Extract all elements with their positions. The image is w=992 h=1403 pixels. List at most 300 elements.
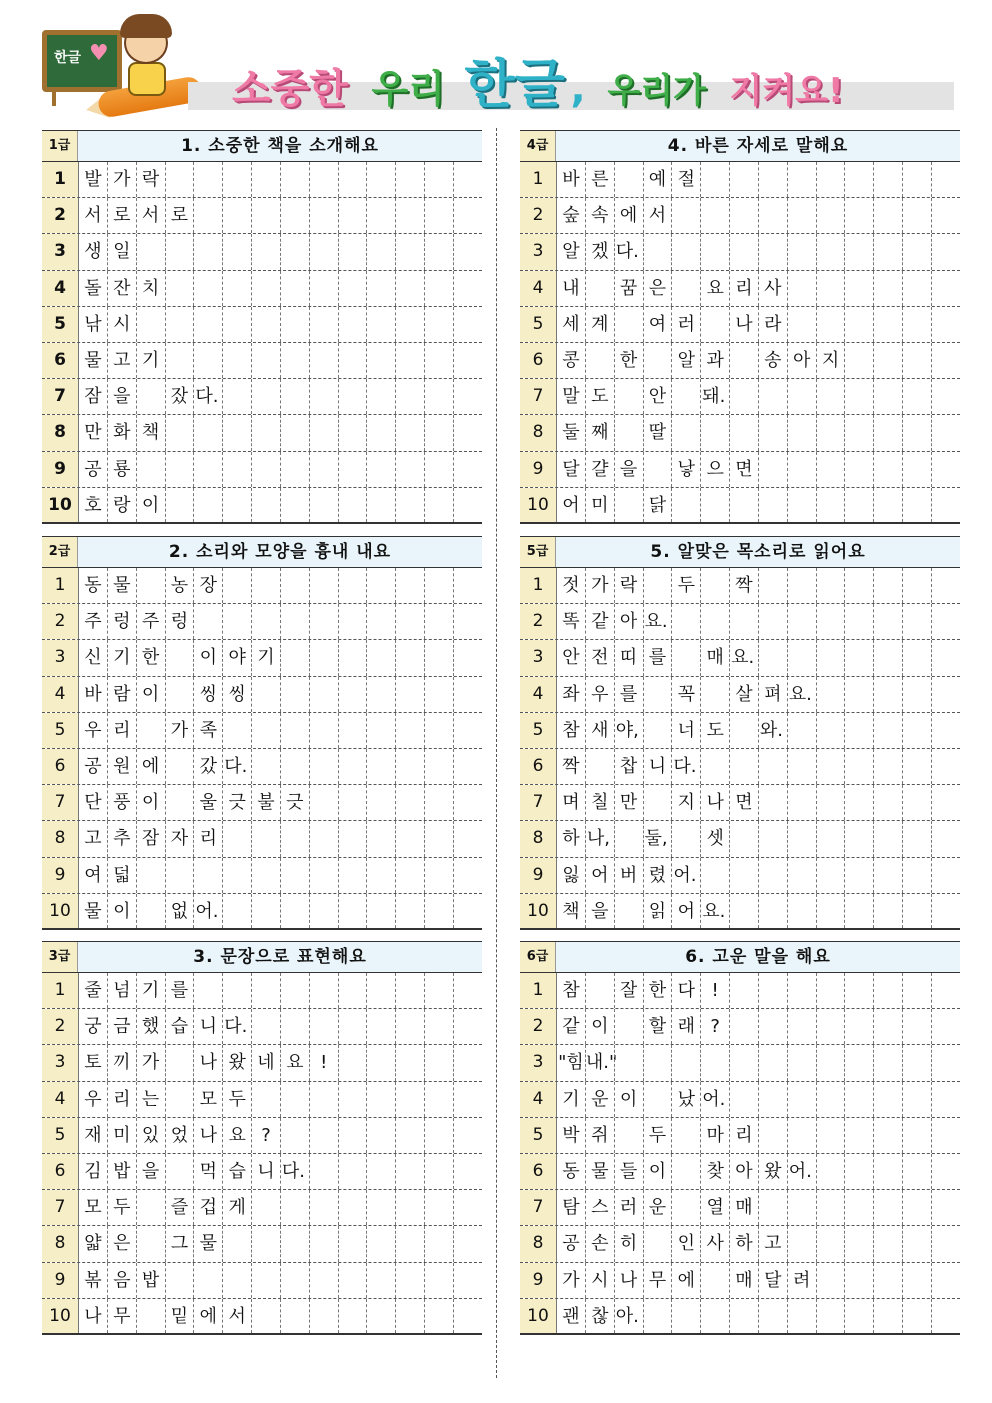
grid-cell [366, 785, 395, 820]
grid-cell [424, 858, 453, 893]
grid-cell [729, 1045, 758, 1080]
grid-cell: 두 [643, 1118, 672, 1153]
grid-cell [366, 640, 395, 675]
grid-cell: 짝 [556, 749, 585, 784]
grid-cell: 서 [78, 198, 107, 233]
grid-cell: 세 [556, 307, 585, 342]
grid-cell: 걀 [585, 452, 614, 487]
grid-cell: 에 [614, 198, 643, 233]
grid-cell [424, 307, 453, 342]
grid-cell [671, 271, 700, 306]
grid-cell [816, 1190, 845, 1225]
grid-cell [366, 234, 395, 269]
grid-cell [222, 858, 251, 893]
grid-cell [165, 271, 194, 306]
grid-row [42, 1045, 482, 1081]
grid-cell [165, 234, 194, 269]
grid-cell [758, 452, 787, 487]
grid-cells [78, 1299, 482, 1333]
grid-cell: 다. [671, 749, 700, 784]
grid-cell [902, 568, 931, 603]
grid-cell: 히 [614, 1226, 643, 1261]
grid-cell: 만 [614, 785, 643, 820]
grid-cell [309, 271, 338, 306]
grid-cell [671, 1118, 700, 1153]
grid-cell [453, 858, 482, 893]
grid-cell [671, 379, 700, 414]
grid-cell [424, 640, 453, 675]
grade-badge: 1급 [42, 131, 78, 161]
grid-cell: 잘 [614, 973, 643, 1008]
grid-cell: 치 [136, 271, 165, 306]
grid-cell [931, 1045, 960, 1080]
row-number: 8 [42, 1226, 78, 1261]
grid-cell: 어 [556, 488, 585, 522]
grid-cell [251, 568, 280, 603]
row-number: 8 [520, 415, 556, 450]
grid-cell [453, 1190, 482, 1225]
grid-cell [280, 677, 309, 712]
grid-cell: 마 [700, 1118, 729, 1153]
grid-cell: 들 [614, 1154, 643, 1189]
row-number: 10 [42, 894, 78, 928]
spelling-section-3 [42, 941, 482, 1335]
grid-cell [453, 749, 482, 784]
row-number: 10 [42, 1299, 78, 1333]
grid-cell [787, 568, 816, 603]
grid-row [42, 271, 482, 307]
grid-cells [556, 1299, 960, 1333]
grid-cell [729, 973, 758, 1008]
grid-cell: 칠 [585, 785, 614, 820]
grid-cell [643, 1299, 672, 1333]
grid-cell [729, 821, 758, 856]
grid-cell [222, 415, 251, 450]
grid-cells [556, 1154, 960, 1189]
grid-cell [366, 379, 395, 414]
grid-cell [366, 1154, 395, 1189]
grid-row [520, 749, 960, 785]
grid-cell [729, 1299, 758, 1333]
grid-cell [816, 677, 845, 712]
grid-cell [338, 749, 367, 784]
grid-cell [758, 198, 787, 233]
grid-row [520, 568, 960, 604]
grid-cell: 금 [107, 1009, 136, 1044]
grid-cell [395, 973, 424, 1008]
grid-cell: 미 [107, 1118, 136, 1153]
grid-cell [424, 343, 453, 378]
grid-cell [816, 1263, 845, 1298]
grid-cell: 있 [136, 1118, 165, 1153]
grid-cell [931, 271, 960, 306]
grid-cell [931, 488, 960, 522]
grid-cell: 하 [556, 821, 585, 856]
grid-cell: 시 [585, 1263, 614, 1298]
grid-cell [787, 1190, 816, 1225]
grid-cell: 리 [729, 271, 758, 306]
grid-cell: 찾 [700, 1154, 729, 1189]
grid-cells [556, 1009, 960, 1044]
grid-cell [309, 379, 338, 414]
grid-cell: 탐 [556, 1190, 585, 1225]
grid-row [520, 1226, 960, 1262]
grid-cell [165, 749, 194, 784]
title-part: 소중한 [232, 66, 348, 112]
row-number: 9 [520, 452, 556, 487]
grid-cell [816, 488, 845, 522]
grid-cell [251, 858, 280, 893]
grid-cell: 추 [107, 821, 136, 856]
grid-cell [338, 1082, 367, 1117]
grid-row [520, 452, 960, 488]
grid-cells [556, 1190, 960, 1225]
grid-cell: 리 [107, 713, 136, 748]
grid-cell [873, 1082, 902, 1117]
grid-cell [251, 234, 280, 269]
grid-cell [873, 271, 902, 306]
board-leg [52, 92, 56, 106]
grid-cell: 물 [78, 894, 107, 928]
grid-cell [700, 858, 729, 893]
grid-cell [873, 1118, 902, 1153]
grid-cell [844, 749, 873, 784]
grid-cell [309, 713, 338, 748]
grid-cells [78, 1154, 482, 1189]
grid-cell: 말 [556, 379, 585, 414]
grid-cell [395, 1045, 424, 1080]
grid-cell [614, 1118, 643, 1153]
grid-cell [931, 234, 960, 269]
grid-cell: 째 [585, 415, 614, 450]
grid-cell: 불 [251, 785, 280, 820]
grid-cell: 로 [165, 198, 194, 233]
grid-cells [556, 415, 960, 450]
grid-cell [453, 1154, 482, 1189]
grid-cells [556, 973, 960, 1008]
grid-row [520, 415, 960, 451]
grid-cell: ! [309, 1045, 338, 1080]
grid-cell [844, 1082, 873, 1117]
grid-cell: 에 [193, 1299, 222, 1333]
grid-cell [758, 894, 787, 928]
grid-cell [643, 677, 672, 712]
grid-cell: 두 [671, 568, 700, 603]
grid-cell: 띠 [614, 640, 643, 675]
grid-row [42, 568, 482, 604]
row-number: 9 [42, 858, 78, 893]
row-number: 3 [520, 640, 556, 675]
grid-cell [671, 821, 700, 856]
grid-cell: 주 [136, 604, 165, 639]
row-number: 8 [42, 415, 78, 450]
grid-cell [671, 640, 700, 675]
grid-cell [136, 1226, 165, 1261]
spelling-section-4 [520, 130, 960, 524]
grid-cell: 가 [556, 1263, 585, 1298]
grid-cell [453, 488, 482, 522]
grid-cell [902, 713, 931, 748]
grid-cell [338, 1118, 367, 1153]
grid-cell: 물 [78, 343, 107, 378]
grid-row [520, 1082, 960, 1118]
grid-cell [729, 198, 758, 233]
grid-cell [136, 858, 165, 893]
row-number: 2 [42, 198, 78, 233]
grid-cell [338, 488, 367, 522]
row-number: 8 [520, 821, 556, 856]
grid-cell: 요. [643, 604, 672, 639]
row-number: 1 [520, 973, 556, 1008]
grid-cell [816, 452, 845, 487]
grid-cell: 돼. [700, 379, 729, 414]
grid-cell: 공 [78, 749, 107, 784]
grid-cells [78, 1226, 482, 1261]
grid-cell [844, 640, 873, 675]
grid-cell [165, 488, 194, 522]
grid-cell [193, 488, 222, 522]
grid-cell [844, 1299, 873, 1333]
grid-cell [424, 973, 453, 1008]
row-number: 6 [520, 343, 556, 378]
column-divider [496, 128, 497, 1378]
grid-cell: 러 [671, 307, 700, 342]
grid-cell [366, 973, 395, 1008]
grid-cell: 겠 [585, 234, 614, 269]
grid-cell: 기 [107, 640, 136, 675]
grid-cell [700, 198, 729, 233]
grid-cell [873, 452, 902, 487]
grid-cell: 찹 [614, 749, 643, 784]
grid-row [42, 1226, 482, 1262]
grid-cell [902, 1009, 931, 1044]
grid-cell [844, 234, 873, 269]
grid-cells [78, 640, 482, 675]
grade-badge: 2급 [42, 537, 78, 567]
grid-cell: 화 [107, 415, 136, 450]
grid-cell [758, 973, 787, 1008]
grid-cell: 로 [107, 198, 136, 233]
grid-cell [931, 1082, 960, 1117]
grid-cell [453, 1045, 482, 1080]
child-hair-illustration [120, 14, 172, 38]
grid-cell [844, 198, 873, 233]
grid-cell [758, 785, 787, 820]
grid-cell [700, 488, 729, 522]
grid-cell [136, 568, 165, 603]
grid-cell [873, 1190, 902, 1225]
grid-cell [931, 604, 960, 639]
grid-cell [395, 162, 424, 197]
grid-cell: 고 [78, 821, 107, 856]
grid-cell [280, 343, 309, 378]
grid-cell: 음 [107, 1263, 136, 1298]
grid-row [42, 234, 482, 270]
grid-cell: 알 [671, 343, 700, 378]
grid-cell [931, 162, 960, 197]
grid-cell: 른 [585, 162, 614, 197]
grid-row [42, 1009, 482, 1045]
grid-cell: ? [251, 1118, 280, 1153]
grid-cell: 이 [136, 785, 165, 820]
grid-cell [931, 1190, 960, 1225]
grid-cell [453, 379, 482, 414]
spelling-section-2 [42, 536, 482, 930]
grid-cell [902, 1045, 931, 1080]
grid-cell: 야 [222, 640, 251, 675]
grid-cell: 송 [758, 343, 787, 378]
grid-cell [902, 677, 931, 712]
grid-cell [844, 858, 873, 893]
grid-cell: 궁 [78, 1009, 107, 1044]
grid-cell [902, 821, 931, 856]
grid-cell [366, 1009, 395, 1044]
grid-cell: 람 [107, 677, 136, 712]
grid-cell [395, 1190, 424, 1225]
grid-cell [136, 1190, 165, 1225]
row-number: 8 [520, 1226, 556, 1261]
grid-cell: 우 [78, 713, 107, 748]
grid-cell [309, 858, 338, 893]
grid-cell [251, 162, 280, 197]
grid-cell [873, 785, 902, 820]
grid-cell [280, 640, 309, 675]
grid-cell: 고 [758, 1226, 787, 1261]
grid-cell: 잔 [107, 271, 136, 306]
grid-cell [931, 1154, 960, 1189]
grid-cell [280, 973, 309, 1008]
grid-cell [844, 677, 873, 712]
grid-row [520, 234, 960, 270]
grid-cell [424, 1299, 453, 1333]
grid-cell [338, 821, 367, 856]
grid-cell: 기 [136, 973, 165, 1008]
grid-cell: 요 [700, 271, 729, 306]
grid-cell [136, 452, 165, 487]
title-part: 우리 [371, 67, 445, 111]
grid-cell [193, 1263, 222, 1298]
grid-cell: 둘 [556, 415, 585, 450]
section-header [42, 130, 482, 162]
grid-cell [902, 1190, 931, 1225]
grid-cell [758, 1009, 787, 1044]
grid-cells [78, 162, 482, 197]
grid-cell [844, 894, 873, 928]
grid-cell [280, 858, 309, 893]
grid-cell [671, 1299, 700, 1333]
grid-cell [424, 271, 453, 306]
grid-cell: 펴 [758, 677, 787, 712]
grid-cell [758, 1045, 787, 1080]
grid-cell [931, 198, 960, 233]
grid-cell [395, 677, 424, 712]
grid-cell: 씽 [193, 677, 222, 712]
grid-cell [165, 785, 194, 820]
grid-cell: 면 [729, 785, 758, 820]
grid-cell [700, 1045, 729, 1080]
grid-cell [222, 271, 251, 306]
grid-cell [816, 307, 845, 342]
grid-cells [556, 198, 960, 233]
grid-cells [78, 785, 482, 820]
grid-cell: 에 [136, 749, 165, 784]
grid-cell: 찮 [585, 1299, 614, 1333]
grid-cell [193, 307, 222, 342]
grid-cell [222, 713, 251, 748]
grid-cell [366, 452, 395, 487]
title-part: , [570, 66, 586, 112]
grid-cell [453, 568, 482, 603]
grid-cell: 왔 [758, 1154, 787, 1189]
grid-cell: 지 [671, 785, 700, 820]
grid-cell: 얇 [78, 1226, 107, 1261]
grid-cell [280, 379, 309, 414]
grid-cell: 를 [614, 677, 643, 712]
row-number: 10 [520, 1299, 556, 1333]
grid-cell [700, 415, 729, 450]
grid-cell [729, 415, 758, 450]
grid-cell: 달 [758, 1263, 787, 1298]
grid-cell: 토 [78, 1045, 107, 1080]
grid-cell [453, 271, 482, 306]
grid-cell [902, 379, 931, 414]
section-title: 1. 소중한 책을 소개해요 [181, 136, 379, 156]
grid-cell: 기 [251, 640, 280, 675]
grid-cell [816, 568, 845, 603]
grid-cell [816, 749, 845, 784]
grid-cell [844, 452, 873, 487]
grid-cell [366, 568, 395, 603]
grid-cells [556, 234, 960, 269]
grid-cells [556, 821, 960, 856]
grid-cell [902, 488, 931, 522]
grid-cell [309, 785, 338, 820]
grid-cell [193, 198, 222, 233]
grid-cell: 젓 [556, 568, 585, 603]
grid-cell: 래 [671, 1009, 700, 1044]
grid-cell: 으 [700, 452, 729, 487]
grid-cell: 한 [643, 973, 672, 1008]
grid-cell [816, 1009, 845, 1044]
grid-cell [309, 973, 338, 1008]
grid-cell [424, 1118, 453, 1153]
grid-cell [280, 488, 309, 522]
grid-cell [844, 271, 873, 306]
grid-cell: 낳 [671, 452, 700, 487]
grid-cell [758, 568, 787, 603]
grid-cell [280, 1118, 309, 1153]
grid-cell [873, 488, 902, 522]
grid-cell [844, 1263, 873, 1298]
grid-cell: 나 [193, 1118, 222, 1153]
grid-cells [556, 343, 960, 378]
word-grid [42, 568, 482, 930]
grid-cell [338, 1009, 367, 1044]
section-title: 5. 알맞은 목소리로 읽어요 [650, 542, 866, 562]
grid-cell [931, 568, 960, 603]
grid-cell [222, 973, 251, 1008]
grid-cell [453, 162, 482, 197]
grid-cell [165, 1045, 194, 1080]
word-grid [520, 568, 960, 930]
grid-cell: 나 [193, 1045, 222, 1080]
grid-cell [643, 785, 672, 820]
grid-cell: 왔 [222, 1045, 251, 1080]
grid-cell [165, 1154, 194, 1189]
row-number: 8 [42, 821, 78, 856]
grid-cell [424, 1226, 453, 1261]
grid-row [520, 973, 960, 1009]
